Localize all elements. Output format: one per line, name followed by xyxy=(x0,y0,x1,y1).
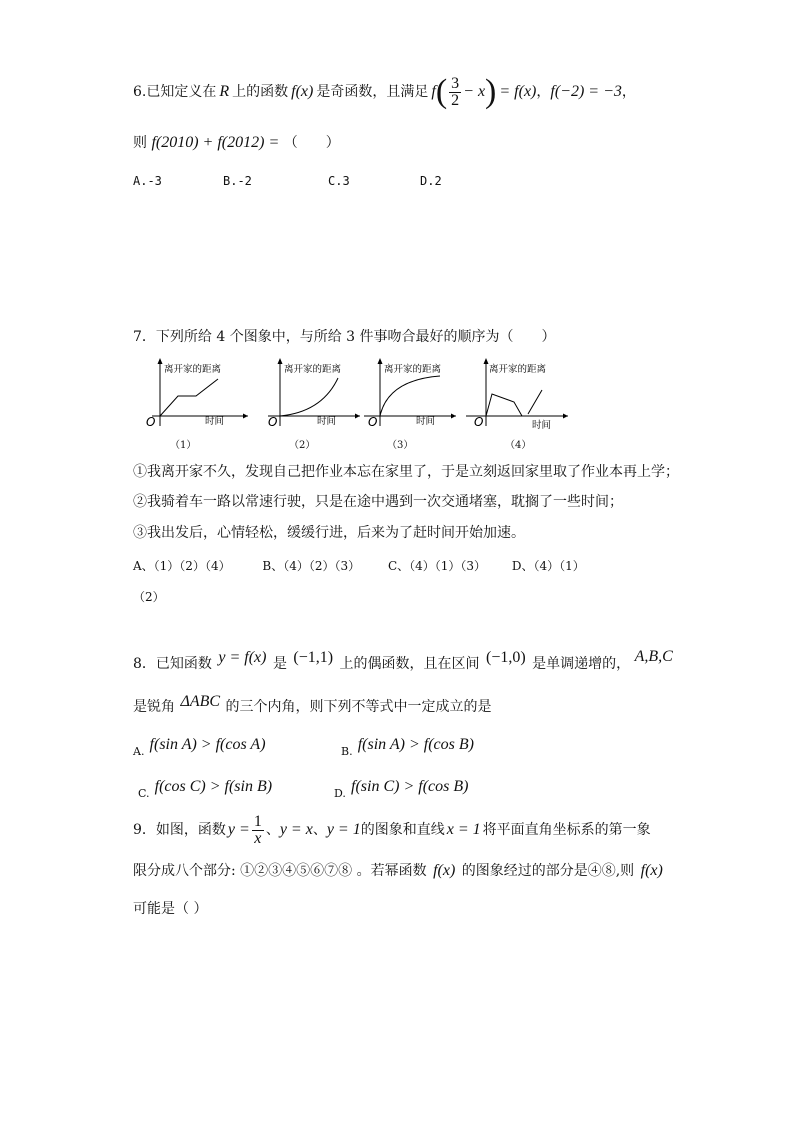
q6-condition xyxy=(431,73,537,110)
option-label: D. xyxy=(334,787,346,800)
q7-graph-2 xyxy=(262,354,362,432)
x-arrow xyxy=(563,414,568,419)
q6-cond-rest: − x xyxy=(463,83,486,100)
q6-function: f(x) xyxy=(291,83,314,100)
q9-function: f(x) xyxy=(433,862,456,879)
origin-label: O xyxy=(146,415,156,429)
y-arrow xyxy=(278,358,283,364)
q6-cond-f: f xyxy=(431,83,436,100)
q7-options xyxy=(133,557,585,574)
x-axis-label: 时间 xyxy=(416,416,436,427)
q6-expression: f(2010) + f(2012) = xyxy=(151,134,280,151)
q6-end: ， xyxy=(621,84,636,100)
q9-line3: 可能是（ ） xyxy=(133,901,208,917)
q9-frac-num: 1 xyxy=(253,812,262,830)
q9-text: 的图象和直线 xyxy=(360,822,445,838)
q7-graph-2-caption: （2） xyxy=(289,440,316,451)
q6-text: 是奇函数，且满足 xyxy=(316,84,429,100)
q7-option-a xyxy=(133,559,231,573)
q6-option-a: A.-3 xyxy=(133,174,162,188)
q6-line1 xyxy=(133,72,636,112)
q9-sep: 、 xyxy=(265,822,280,838)
q7-option-d xyxy=(512,559,585,573)
q8-text: 是单调递增的， xyxy=(532,656,631,672)
q6-option-c: C.3 xyxy=(328,174,350,188)
x-axis-label: 时间 xyxy=(317,416,337,427)
q8-angles: A,B,C xyxy=(634,648,673,665)
q6-answer-blank: （ ） xyxy=(283,135,340,151)
y-arrow xyxy=(378,358,383,364)
q6-condition-2: f(−2) = −3 xyxy=(550,83,622,100)
q6-fraction xyxy=(449,76,461,109)
q6-option-d: D.2 xyxy=(420,174,442,188)
q8-option-a xyxy=(133,734,266,758)
graph-4-curve-a xyxy=(486,394,522,416)
q7-event-3: ③我出发后，心情轻松，缓缓行进，后来为了赶时间开始加速。 xyxy=(133,525,525,541)
q7-stem: 7．下列所给 4 个图象中，与所给 3 件事吻合最好的顺序为（ ） xyxy=(133,329,556,345)
q7-graph-4-caption: （4） xyxy=(505,440,532,451)
q9-frac-den: x xyxy=(254,829,262,847)
q8-line2 xyxy=(133,693,492,716)
origin-label: O xyxy=(474,415,484,429)
q6-option-b: B.-2 xyxy=(223,174,252,188)
graph-3-curve xyxy=(380,376,440,416)
y-arrow xyxy=(484,358,489,364)
origin-label: O xyxy=(268,415,278,429)
q9-line1 xyxy=(133,810,651,850)
q9-y-eq: y = xyxy=(227,821,250,838)
q8-text: 是 xyxy=(272,656,287,672)
option-value: （4）（1）（3） xyxy=(409,559,487,573)
q6-text: .已知定义在 xyxy=(141,84,217,100)
x-arrow xyxy=(243,414,248,419)
q8-function: y = f(x) xyxy=(218,649,267,666)
y-axis-label: 离开家的距离 xyxy=(489,364,547,375)
q6-text: 上的函数 xyxy=(232,84,289,100)
x-axis-label: 时间 xyxy=(205,416,225,427)
q9-function: f(x) xyxy=(640,862,663,879)
q7-graph-3 xyxy=(360,354,460,432)
q9-vertical-line: x = 1 xyxy=(446,821,481,838)
option-value: （1）（2）（4） xyxy=(153,559,231,573)
option-label: A、 xyxy=(133,559,154,573)
option-value: （4）（2）（3） xyxy=(283,559,361,573)
option-label: C、 xyxy=(387,559,410,573)
q6-cond-rhs: = f(x) xyxy=(499,83,537,100)
q6-frac-num: 3 xyxy=(451,74,460,92)
q7-option-c xyxy=(388,559,486,573)
q6-paren-open: ( xyxy=(435,73,448,110)
option-expression: f(sin C) > f(cos B) xyxy=(351,778,469,795)
x-arrow xyxy=(451,414,456,419)
q6-frac-den: 2 xyxy=(451,91,460,109)
q7-graph-4 xyxy=(462,354,572,434)
q8-text: 是锐角 xyxy=(133,699,175,715)
q8-text: 上的偶函数，且在区间 xyxy=(339,656,480,672)
q8-line1 xyxy=(133,648,673,673)
q9-function-3: y = 1 xyxy=(326,821,361,838)
option-label: D、 xyxy=(511,559,534,573)
q7-option-d-wrap: （2） xyxy=(133,590,165,604)
option-expression: f(sin A) > f(cos A) xyxy=(149,736,266,753)
q8-interval-2: (−1,0) xyxy=(485,649,526,666)
q7-graph-1-caption: （1） xyxy=(170,440,197,451)
q7-event-2: ②我骑着车一路以常速行驶，只是在途中遇到一次交通堵塞，耽搁了一些时间； xyxy=(133,494,623,510)
q8-text: 的三个内角，则下列不等式中一定成立的是 xyxy=(225,699,492,715)
graph-4-curve-b xyxy=(528,390,542,414)
q9-text: 限分成八个部分: xyxy=(133,863,236,879)
option-label: B、 xyxy=(262,559,284,573)
option-label: C. xyxy=(138,787,150,800)
q7-event-1: ①我离开家不久，发现自己把作业本忘在家里了，于是立刻返回家里取了作业本再上学； xyxy=(133,464,679,480)
q6-paren-close: ) xyxy=(485,73,497,110)
option-expression: f(cos C) > f(sin B) xyxy=(154,778,273,795)
q6-line2 xyxy=(133,134,340,152)
y-axis-label: 离开家的距离 xyxy=(284,364,342,375)
graph-1-curve xyxy=(160,379,218,416)
q9-text: 将平面直角坐标系的第一象 xyxy=(482,822,651,838)
option-label: A. xyxy=(133,745,145,758)
q8-text: 8．已知函数 xyxy=(133,656,212,672)
q9-sep: 、 xyxy=(312,822,327,838)
q8-option-d xyxy=(334,776,469,800)
graph-2-curve xyxy=(280,378,338,416)
q7-option-b xyxy=(262,559,360,573)
option-label: B. xyxy=(341,745,353,758)
q7-graph-3-caption: （3） xyxy=(387,440,414,451)
q9-text: 9．如图，函数 xyxy=(133,822,226,838)
y-arrow xyxy=(158,358,163,364)
q8-option-c xyxy=(138,776,273,800)
q8-option-b xyxy=(341,734,474,758)
y-axis-label: 离开家的距离 xyxy=(164,364,222,375)
origin-label: O xyxy=(368,415,378,429)
q6-domain: R xyxy=(219,83,230,100)
q9-parts: ①②③④⑤⑥⑦⑧ xyxy=(240,863,353,879)
q8-triangle: ΔABC xyxy=(180,693,221,710)
q9-function-2: y = x xyxy=(279,821,313,838)
option-expression: f(sin A) > f(cos B) xyxy=(357,736,474,753)
q6-then: 则 xyxy=(133,135,147,151)
q8-interval-1: (−1,1) xyxy=(293,649,334,666)
q7-graph-1 xyxy=(130,354,250,432)
q9-text: 。若幂函数 xyxy=(356,863,427,879)
q9-text: 的图象经过的部分是④⑧,则 xyxy=(461,863,635,879)
q6-number: 6 xyxy=(133,84,142,100)
x-axis-label: 时间 xyxy=(532,420,552,431)
y-axis-label: 离开家的距离 xyxy=(384,364,442,375)
option-value: （4）（1） xyxy=(533,559,585,573)
q9-line2 xyxy=(133,862,663,880)
q6-sep: ， xyxy=(536,84,551,100)
q9-fraction xyxy=(252,814,264,847)
